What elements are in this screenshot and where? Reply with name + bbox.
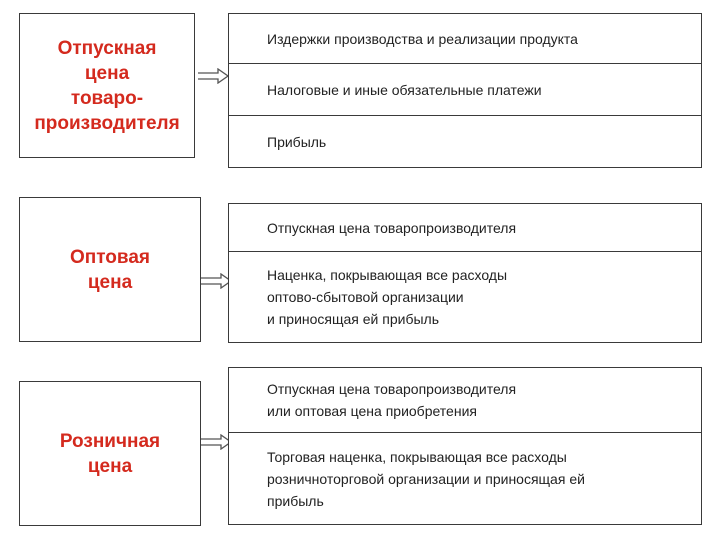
group-1-label-box — [19, 13, 195, 158]
component-cell: Прибыль — [267, 133, 327, 150]
group-2-label: Оптовая цена — [70, 246, 150, 293]
group-2-label-box — [19, 197, 201, 342]
component-cell: Отпускная цена товаропроизводителя — [229, 204, 701, 252]
group-3-label: Розничная цена — [59, 430, 161, 477]
group-1-components — [228, 13, 702, 168]
group-1-label: Отпускная цена товаро- производителя — [34, 37, 180, 134]
group-2-components — [228, 203, 702, 343]
component-cell: Отпускная цена товаропроизводителя или оптовая цена приобретения — [229, 368, 701, 433]
group-3-components — [228, 367, 702, 525]
component-cell: Наценка, покрывающая все расходы оптово-сбытовой организации и приносящая ей прибыль — [267, 267, 508, 327]
component-cell: Налоговые и иные обязательные платежи — [229, 64, 701, 116]
double-arrow-icon — [197, 68, 229, 84]
group-3-label-box — [19, 381, 201, 526]
component-cell: Издержки производства и реализации продукта — [229, 14, 701, 64]
component-cell: Торговая наценка, покрывающая все расходы розничноторговой организации и приносящая ей прибыль — [267, 448, 585, 509]
